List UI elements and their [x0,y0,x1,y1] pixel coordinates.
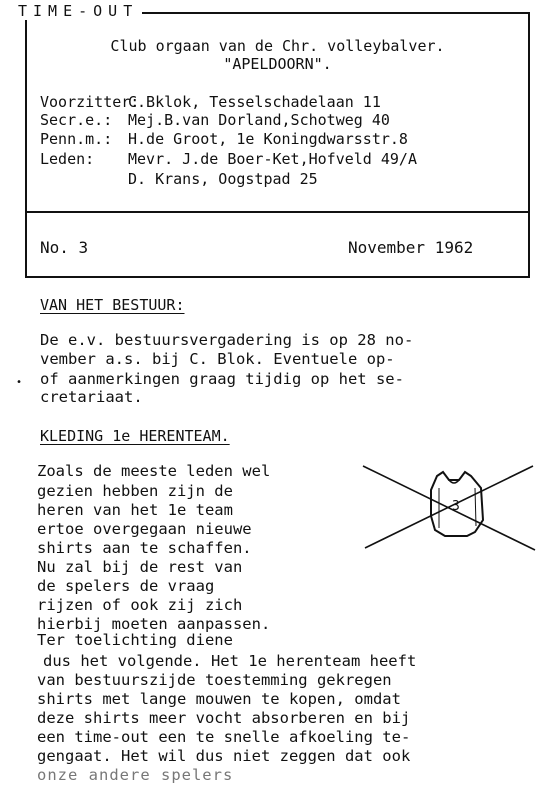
paragraph-line: Zoals de meeste leden wel [37,462,271,480]
issue-number: No. 3 [40,238,89,257]
section-heading-board: VAN HET BESTUUR: [40,296,185,314]
paragraph-line: deze shirts meer vocht absorberen en bij [37,709,411,727]
board-role: Voorzitter: [40,93,140,111]
paragraph-line: Ter toelichting diene [37,631,233,649]
paragraph-line: dus het volgende. Het 1e herenteam heeft [43,652,417,670]
shirt-number: 3 [452,499,460,514]
paragraph-line: gengaat. Het wil dus niet zeggen dat ook [37,747,411,765]
header-divider [25,211,530,213]
paragraph-line: gezien hebben zijn de [37,482,233,500]
paragraph-line: cretariaat. [40,388,143,406]
board-row-treasurer [40,130,408,148]
paragraph-line: de spelers de vraag [37,577,215,595]
board-role: Secr.e.: [40,111,113,129]
paragraph-line: heren van het 1e team [37,501,233,519]
paragraph-line: een time-out een te snelle afkoeling te- [37,728,411,746]
club-name: "APELDOORN". [223,55,332,73]
paragraph-line: ertoe overgegaan nieuwe [37,520,252,538]
board-row-member-2 [40,170,318,188]
section-heading-clothing: KLEDING 1e HERENTEAM. [40,427,230,445]
paragraph-line: vember a.s. bij C. Blok. Eventuele op- [40,350,395,368]
paragraph-line: rijzen of ook zij zich [37,596,243,614]
paragraph-line: of aanmerkingen graag tijdig op het se- [40,370,404,388]
crossed-shirt-illustration [355,458,545,558]
club-description: Club orgaan van de Chr. volleybalver. [110,37,445,55]
board-value: H.de Groot, 1e Koningdwarsstr.8 [128,130,408,148]
board-role: Penn.m.: [40,130,113,148]
paragraph-line: De e.v. bestuursvergadering is op 28 no- [40,331,414,349]
board-role: Leden: [40,150,95,168]
newsletter-title: TIME-OUT [18,2,142,20]
board-value: Mej.B.van Dorland,Schotweg 40 [128,111,390,129]
issue-date: November 1962 [348,238,474,257]
paragraph-line: shirts aan te schaffen. [37,539,252,557]
board-row-members [40,150,417,168]
faded-paragraph-line: onze andere spelers [37,766,234,784]
paragraph-line: Nu zal bij de rest van [37,558,243,576]
board-value: D. Krans, Oogstpad 25 [128,170,318,188]
board-row-secretary [40,111,390,129]
board-value: Mevr. J.de Boer-Ket,Hofveld 49/A [128,150,417,168]
board-row-chairman [40,93,381,111]
paragraph-line: hierbij moeten aanpassen. [37,615,271,633]
paragraph-line: shirts met lange mouwen te kopen, omdat [37,690,401,708]
board-value: C.Bklok, Tesselschadelaan 11 [128,93,381,111]
paragraph-line: van bestuurszijde toestemming gekregen [37,671,392,689]
header-bottom-rule [25,276,530,278]
stray-ink-mark: • [16,377,23,388]
